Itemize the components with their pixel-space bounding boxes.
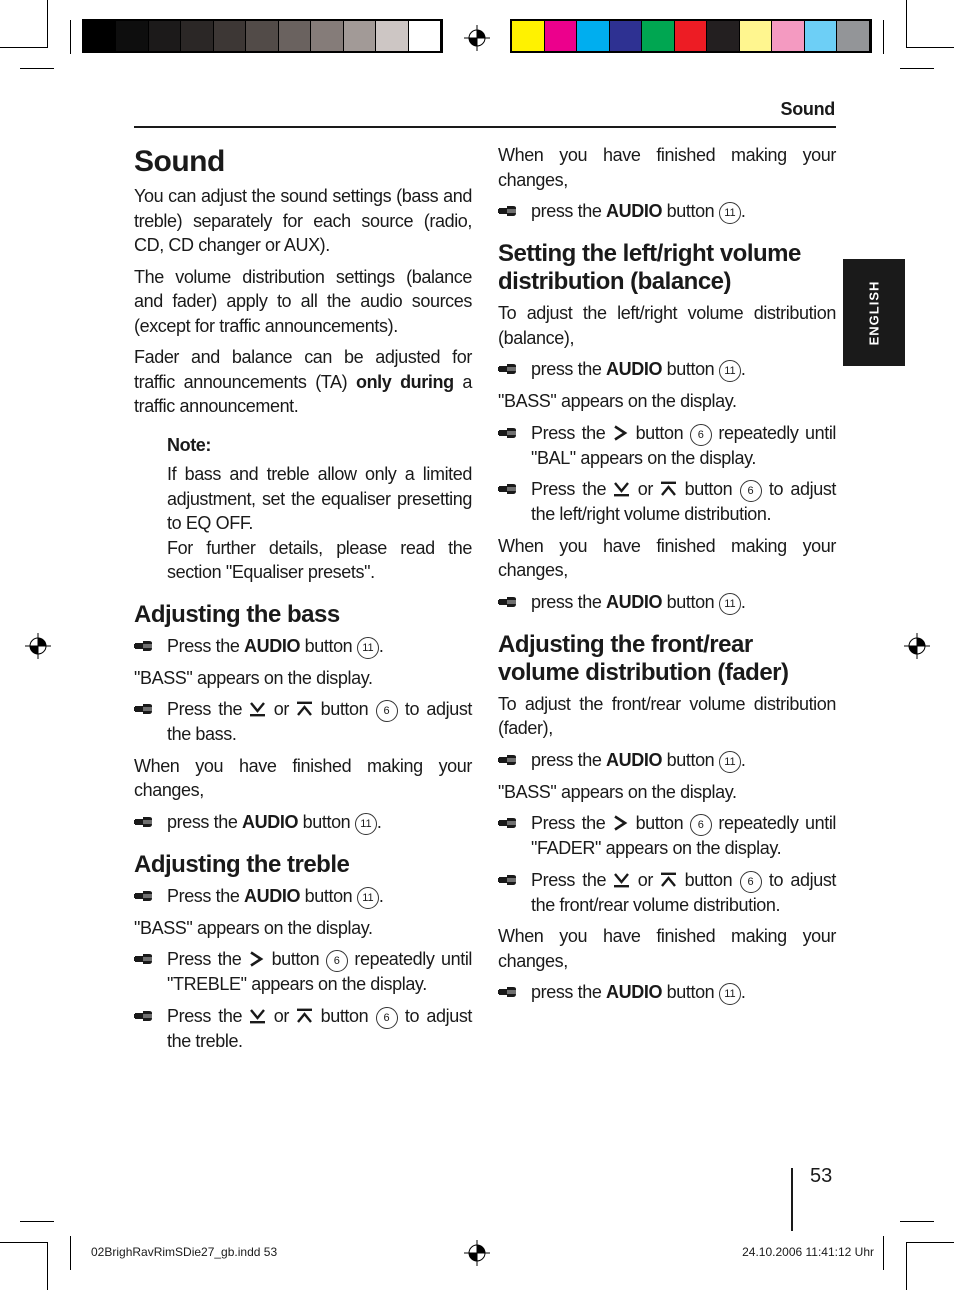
up-arrow-button-icon xyxy=(660,872,677,888)
display-message: "BASS" appears on the display. xyxy=(498,391,737,411)
instruction-step: press the AUDIO button 11 . xyxy=(498,590,836,615)
print-slug-date: 24.10.2006 11:41:12 Uhr xyxy=(742,1245,874,1259)
button-number-badge: 11 xyxy=(355,813,377,835)
color-swatch xyxy=(805,21,838,51)
registration-mark-icon xyxy=(464,25,490,51)
pointing-hand-icon xyxy=(498,362,520,376)
pointing-hand-icon xyxy=(134,889,156,903)
button-number-badge: 11 xyxy=(719,751,741,773)
pointing-hand-icon xyxy=(498,595,520,609)
note-box xyxy=(167,433,472,585)
instruction-step: Press the AUDIO button 11 . xyxy=(134,884,472,909)
color-swatch xyxy=(675,21,708,51)
finish-text: When you have finished making your changes, xyxy=(134,755,472,800)
instruction-step: press the AUDIO button 11 . xyxy=(134,810,472,835)
right-column xyxy=(498,143,836,1012)
right-arrow-button-icon xyxy=(612,815,629,831)
color-swatch xyxy=(214,21,246,51)
pointing-hand-icon xyxy=(134,639,156,653)
button-number-badge: 6 xyxy=(690,814,712,836)
up-arrow-button-icon xyxy=(296,701,313,717)
pointing-hand-icon xyxy=(498,873,520,887)
color-swatch xyxy=(512,21,545,51)
left-column xyxy=(134,140,472,1060)
color-swatch xyxy=(545,21,578,51)
pointing-hand-icon xyxy=(498,426,520,440)
display-message: "BASS" appears on the display. xyxy=(134,917,373,938)
color-swatch xyxy=(642,21,675,51)
right-arrow-button-icon xyxy=(248,951,265,967)
intro-paragraph: You can adjust the sound settings (bass and treble) separately for each source (radio, CD, CD changer or AUX). xyxy=(134,186,472,255)
color-swatch xyxy=(311,21,343,51)
instruction-step: Press the or button 6 to adjust the bass. xyxy=(134,697,472,747)
color-swatch xyxy=(116,21,148,51)
instruction-step: Press the or button 6 to adjust the left/right volume distribution. xyxy=(498,477,836,527)
right-arrow-button-icon xyxy=(612,425,629,441)
note-text: If bass and treble allow only a limited adjustment, set the equaliser presetting to EQ OFF. xyxy=(167,464,472,533)
section-intro: To adjust the left/right volume distribution (balance), xyxy=(498,303,836,348)
color-swatch xyxy=(376,21,408,51)
pointing-hand-icon xyxy=(134,1009,156,1023)
section-heading-fader: Adjusting the front/rear volume distribution (fader) xyxy=(498,630,789,686)
down-arrow-button-icon xyxy=(613,481,630,497)
page-number: 53 xyxy=(810,1165,833,1187)
color-swatch xyxy=(577,21,610,51)
instruction-step: Press the or button 6 to adjust the treble. xyxy=(134,1004,472,1054)
color-swatch xyxy=(610,21,643,51)
button-number-badge: 6 xyxy=(740,480,762,502)
button-number-badge: 11 xyxy=(357,887,379,909)
button-number-badge: 11 xyxy=(719,593,741,615)
button-number-badge: 6 xyxy=(740,871,762,893)
pointing-hand-icon xyxy=(498,816,520,830)
instruction-step: Press the button 6 repeatedly until "BAL" appears on the display. xyxy=(498,421,836,471)
display-message: "BASS" appears on the display. xyxy=(498,781,737,802)
instruction-step: press the AUDIO button 11 . xyxy=(498,980,836,1005)
language-tab-label: ENGLISH xyxy=(866,280,882,345)
color-swatch xyxy=(740,21,773,51)
button-number-badge: 11 xyxy=(719,983,741,1005)
down-arrow-button-icon xyxy=(249,1008,266,1024)
section-intro: To adjust the front/rear volume distribution (fader), xyxy=(498,693,836,738)
note-title: Note: xyxy=(167,434,211,455)
page-title: Sound xyxy=(134,145,225,178)
instruction-step: press the AUDIO button 11 . xyxy=(498,199,836,224)
button-number-badge: 11 xyxy=(719,360,741,382)
up-arrow-button-icon xyxy=(296,1008,313,1024)
grayscale-bar xyxy=(82,19,443,53)
finish-text: When you have finished making your changes, xyxy=(498,926,836,971)
color-swatch xyxy=(84,21,116,51)
section-heading-bass: Adjusting the bass xyxy=(134,600,340,628)
finish-text: When you have finished making your changes, xyxy=(498,145,836,190)
color-swatch xyxy=(409,21,441,51)
header-rule xyxy=(134,126,836,128)
instruction-step: Press the or button 6 to adjust the front/rear volume distribution. xyxy=(498,868,836,918)
instruction-step: Press the AUDIO button 11 . xyxy=(134,634,472,659)
instruction-step: Press the button 6 repeatedly until "TREBLE" appears on the display. xyxy=(134,947,472,997)
finish-text: When you have finished making your changes, xyxy=(498,535,836,580)
color-swatch xyxy=(707,21,740,51)
registration-mark-icon xyxy=(464,1240,490,1266)
page-number-rule xyxy=(791,1168,793,1231)
button-number-badge: 6 xyxy=(326,950,348,972)
display-message: "BASS" appears on the display. xyxy=(134,667,373,688)
pointing-hand-icon xyxy=(134,702,156,716)
button-number-badge: 11 xyxy=(719,202,741,224)
pointing-hand-icon xyxy=(134,952,156,966)
section-heading-balance: Setting the left/right volume distribution (balance) xyxy=(498,240,801,295)
running-header: Sound xyxy=(780,99,835,119)
pointing-hand-icon xyxy=(498,753,520,767)
registration-mark-icon xyxy=(25,633,51,659)
color-bar xyxy=(510,19,872,53)
button-number-badge: 6 xyxy=(376,700,398,722)
color-swatch xyxy=(344,21,376,51)
instruction-step: Press the button 6 repeatedly until "FADER" appears on the display. xyxy=(498,811,836,861)
up-arrow-button-icon xyxy=(660,481,677,497)
color-swatch xyxy=(149,21,181,51)
button-number-badge: 6 xyxy=(376,1007,398,1029)
instruction-step: press the AUDIO button 11 . xyxy=(498,357,836,382)
color-swatch xyxy=(181,21,213,51)
color-swatch xyxy=(246,21,278,51)
button-number-badge: 11 xyxy=(357,637,379,659)
pointing-hand-icon xyxy=(134,815,156,829)
color-swatch xyxy=(837,21,870,51)
registration-mark-icon xyxy=(904,633,930,659)
instruction-step: press the AUDIO button 11 . xyxy=(498,748,836,773)
language-tab xyxy=(843,259,905,366)
button-number-badge: 6 xyxy=(690,424,712,446)
intro-paragraph: Fader and balance can be adjusted for traffic announcements (TA) only during a traffic announcement. xyxy=(134,347,472,416)
color-swatch xyxy=(772,21,805,51)
color-swatch xyxy=(279,21,311,51)
pointing-hand-icon xyxy=(498,204,520,218)
print-slug-file: 02BrighRavRimSDie27_gb.indd 53 xyxy=(91,1245,278,1259)
note-text: For further details, please read the section "Equaliser presets". xyxy=(167,537,472,582)
intro-paragraph: The volume distribution settings (balance and fader) apply to all the audio sources (except for traffic announcements). xyxy=(134,266,472,336)
down-arrow-button-icon xyxy=(249,701,266,717)
pointing-hand-icon xyxy=(498,482,520,496)
down-arrow-button-icon xyxy=(613,872,630,888)
pointing-hand-icon xyxy=(498,985,520,999)
section-heading-treble: Adjusting the treble xyxy=(134,850,350,878)
